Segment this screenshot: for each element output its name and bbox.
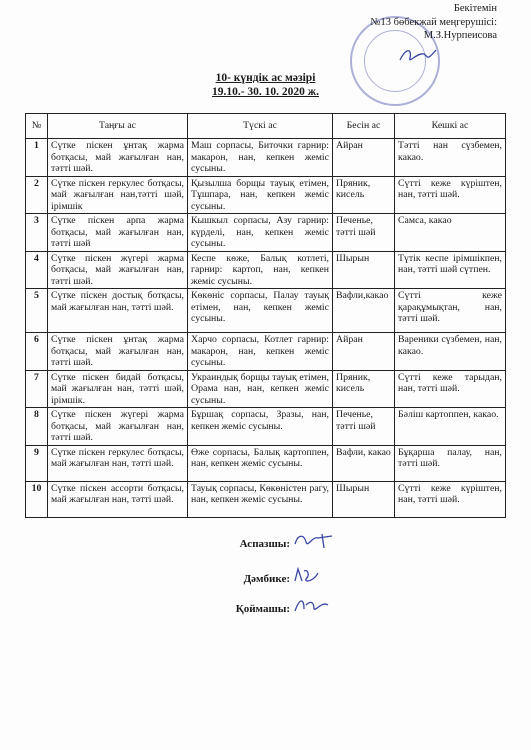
- table-row: [26, 289, 506, 333]
- snack-cell: Пряник, кисель: [333, 370, 395, 408]
- dinner-cell: Сүтті кеже тарыдан, нан, тәтті шәй.: [395, 370, 506, 408]
- day-number: 10: [26, 481, 48, 517]
- table-row: [26, 481, 506, 517]
- storekeeper-signature: [292, 595, 332, 617]
- table-row: [26, 214, 506, 252]
- breakfast-cell: Сүтке піскен жүгері жарма ботқасы, май жағылған нан, тәтті шәй.: [48, 408, 188, 446]
- dinner-cell: Сүтті кеже күріштен, нан, тәтті шәй.: [395, 481, 506, 517]
- day-number: 4: [26, 251, 48, 289]
- lunch-cell: Қызылша борщы тауық етімен, Тұшпара, нан, кепкен жеміс сусыны.: [188, 176, 333, 214]
- approval-signature: [398, 44, 438, 66]
- header-number: №: [26, 114, 48, 139]
- lunch-cell: Бұршақ сорпасы, Зразы, нан, кепкен жеміс сусыны.: [188, 408, 333, 446]
- table-row: [26, 445, 506, 481]
- lunch-cell: Маш сорпасы, Биточки гарнир: макарон, нан, кепкен жеміс сусыны.: [188, 139, 333, 177]
- dinner-cell: Вареники сүзбемен, нан, какао.: [395, 333, 506, 371]
- menu-title-line-1: 10- күндік ас мәзірі: [215, 72, 316, 84]
- menu-title-dates: 19.10.- 30. 10. 2020 ж.: [211, 86, 320, 98]
- breakfast-cell: Сүтке піскен достық ботқасы, май жағылған нан, тәтті шәй.: [48, 289, 188, 333]
- breakfast-cell: Сүтке піскен ұнтақ жарма ботқасы, май жағылған нан, тәтті шәй.: [48, 139, 188, 177]
- lunch-cell: Тауық сорпасы, Көкөністен рагу, нан, кепкен жеміс сусыны.: [188, 481, 333, 517]
- snack-cell: Вафли, какао: [333, 445, 395, 481]
- cook-label: Аспазшы:: [239, 538, 290, 550]
- table-row: [26, 139, 506, 177]
- snack-cell: Айран: [333, 333, 395, 371]
- dinner-cell: Сүтті кеже күріштен, нан, тәтті шәй.: [395, 176, 506, 214]
- day-number: 7: [26, 370, 48, 408]
- breakfast-cell: Сүтке піскен жүгері жарма ботқасы, май жағылған нан, тәтті шәй.: [48, 251, 188, 289]
- approval-line-3: М.З.Нурпеисова: [423, 30, 497, 41]
- breakfast-cell: Сүтке піскен геркулес ботқасы, май жағылған нан, тәтті шәй.: [48, 445, 188, 481]
- snack-cell: Пряник, кисель: [333, 176, 395, 214]
- snack-cell: Айран: [333, 139, 395, 177]
- dinner-cell: Түтік кеспе ірімшікпен, нан, тәтті шәй сүтпен.: [395, 251, 506, 289]
- header-snack: Бесін ас: [333, 114, 395, 139]
- menu-table: [25, 113, 506, 518]
- dinner-cell: Тәтті нан сүзбемен, какао.: [395, 139, 506, 177]
- lunch-cell: Көкөніс сорпасы, Палау тауық етімен, нан, кепкен жеміс сусыны.: [188, 289, 333, 333]
- day-number: 3: [26, 214, 48, 252]
- table-row: [26, 176, 506, 214]
- day-number: 5: [26, 289, 48, 333]
- day-number: 2: [26, 176, 48, 214]
- table-header-row: [26, 114, 506, 139]
- snack-cell: Шырын: [333, 251, 395, 289]
- snack-cell: Шырын: [333, 481, 395, 517]
- table-row: [26, 408, 506, 446]
- breakfast-cell: Сүтке піскен арпа жарма ботқасы, май жағылған нан, тәтті шәй: [48, 214, 188, 252]
- storekeeper-label: Қоймашы:: [235, 603, 290, 615]
- table-row: [26, 370, 506, 408]
- lunch-cell: Украиндық борщы тауық етімен, Орама нан, нан, кепкен жеміс сусыны.: [188, 370, 333, 408]
- table-row: [26, 251, 506, 289]
- lunch-cell: Харчо сорпасы, Котлет гарнир: макарон, нан, кепкен жеміс сусыны.: [188, 333, 333, 371]
- header-breakfast: Таңғы ас: [48, 114, 188, 139]
- dinner-cell: Самса, какао: [395, 214, 506, 252]
- breakfast-cell: Сүтке піскен геркулес ботқасы, май жағылған нан,тәтті шәй, ірімшік: [48, 176, 188, 214]
- lunch-cell: Өже сорпасы, Балық картоппен, нан, кепкен жеміс сусыны.: [188, 445, 333, 481]
- breakfast-cell: Сүтке піскен ұнтақ жарма ботқасы, май жағылған нан, тәтті шәй.: [48, 333, 188, 371]
- approval-block: [371, 2, 497, 43]
- breakfast-cell: Сүтке піскен ассорти ботқасы, май жағылған нан, тәтті шәй.: [48, 481, 188, 517]
- lunch-cell: Кеспе көже, Балық котлеті, гарнир: картоп, нан, кепкен жеміс сусыны.: [188, 251, 333, 289]
- cook-signature: [292, 530, 336, 552]
- snack-cell: Вафли,какао: [333, 289, 395, 333]
- table-row: [26, 333, 506, 371]
- snack-cell: Печенье, тәтті шәй: [333, 214, 395, 252]
- breakfast-cell: Сүтке піскен бидай ботқасы, май жағылған нан, тәтті шәй, ірімшік.: [48, 370, 188, 408]
- day-number: 6: [26, 333, 48, 371]
- dinner-cell: Бәліш картоппен, какао.: [395, 408, 506, 446]
- header-dinner: Кешкі ас: [395, 114, 506, 139]
- day-number: 1: [26, 139, 48, 177]
- nurse-signature: [292, 565, 322, 587]
- nurse-label: Дәмбике:: [243, 573, 290, 585]
- snack-cell: Печенье, тәтті шәй: [333, 408, 395, 446]
- day-number: 9: [26, 445, 48, 481]
- dinner-cell: Сүтті кеже қарақұмықтан, нан, тәтті шәй.: [395, 289, 506, 333]
- header-lunch: Түскі ас: [188, 114, 333, 139]
- dinner-cell: Бұқарша палау, нан, тәтті шәй.: [395, 445, 506, 481]
- approval-line-2: №13 бөбекжай меңгерушісі:: [370, 16, 497, 28]
- approval-line-1: Бекітемін: [453, 3, 497, 14]
- lunch-cell: Кышкыл сорпасы, Азу гарнир: күрделі, нан, кепкен жеміс сусыны.: [188, 214, 333, 252]
- day-number: 8: [26, 408, 48, 446]
